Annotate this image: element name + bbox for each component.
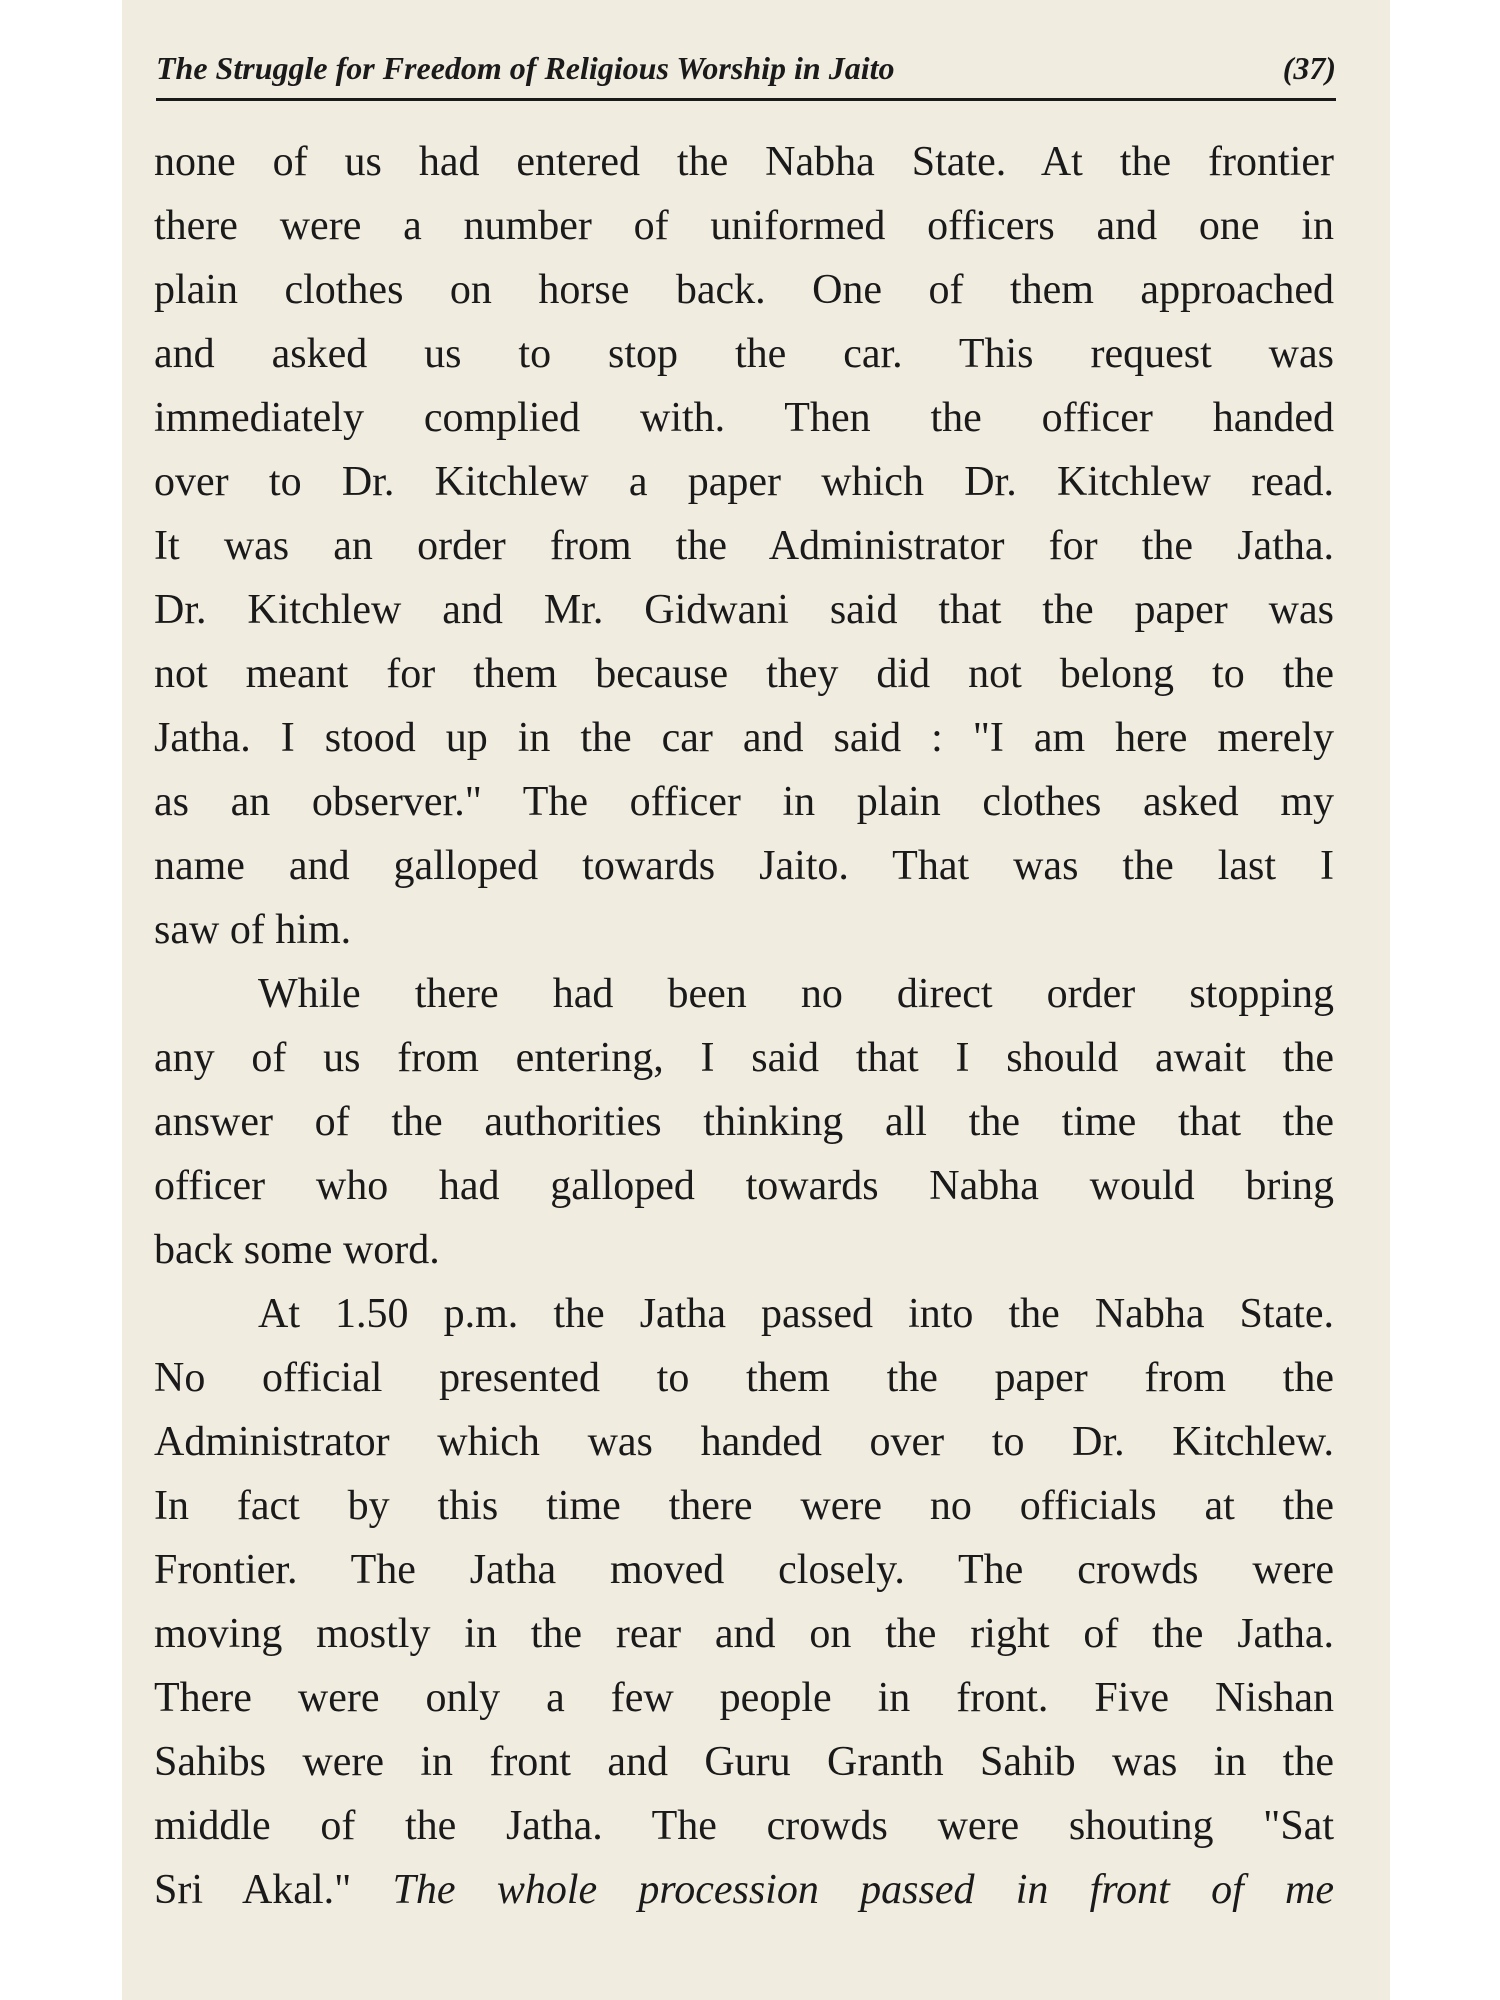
text-segment: Sri Akal." — [154, 1867, 393, 1913]
text-line: none of us had entered the Nabha State. At the frontier — [154, 139, 1334, 185]
text-line: saw of him. — [154, 907, 352, 953]
text-line: middle of the Jatha. The crowds were shouting "Sat — [154, 1803, 1334, 1849]
text-line: Administrator which was handed over to Dr. Kitchlew. — [154, 1419, 1334, 1465]
text-line: immediately complied with. Then the officer handed — [154, 395, 1334, 441]
paragraph-3 — [154, 1282, 1334, 1922]
italic-text-segment: The whole procession passed in front of me — [392, 1867, 1334, 1913]
text-line: Sahibs were in front and Guru Granth Sahib was in the — [154, 1739, 1334, 1785]
text-line: Jatha. I stood up in the car and said : "I am here merely — [154, 715, 1334, 761]
text-line: Dr. Kitchlew and Mr. Gidwani said that the paper was — [154, 587, 1334, 633]
text-line: moving mostly in the rear and on the right of the Jatha. — [154, 1611, 1334, 1657]
running-header — [156, 42, 1336, 101]
paragraph-1 — [154, 130, 1334, 962]
text-line: over to Dr. Kitchlew a paper which Dr. Kitchlew read. — [154, 459, 1334, 505]
page-number: (37) — [1282, 50, 1336, 86]
paragraph-2 — [154, 962, 1334, 1282]
text-line: In fact by this time there were no officials at the — [154, 1483, 1334, 1529]
page-body — [154, 130, 1334, 1922]
text-line: answer of the authorities thinking all the time that the — [154, 1099, 1334, 1145]
text-line: There were only a few people in front. Five Nishan — [154, 1675, 1334, 1721]
text-line: and asked us to stop the car. This request was — [154, 331, 1334, 377]
text-line: While there had been no direct order stopping — [258, 971, 1334, 1017]
text-line: there were a number of uniformed officers and one in — [154, 203, 1334, 249]
text-line-final — [154, 1858, 1334, 1922]
text-line: back some word. — [154, 1227, 440, 1273]
text-line: It was an order from the Administrator for the Jatha. — [154, 523, 1334, 569]
text-line: as an observer." The officer in plain clothes asked my — [154, 779, 1334, 825]
text-line: No official presented to them the paper from the — [154, 1355, 1334, 1401]
text-line: Frontier. The Jatha moved closely. The crowds were — [154, 1547, 1334, 1593]
text-line: officer who had galloped towards Nabha would bring — [154, 1163, 1334, 1209]
text-line: At 1.50 p.m. the Jatha passed into the Nabha State. — [258, 1291, 1334, 1337]
text-line: any of us from entering, I said that I should await the — [154, 1035, 1334, 1081]
text-line: not meant for them because they did not belong to the — [154, 651, 1334, 697]
text-line: plain clothes on horse back. One of them approached — [154, 267, 1334, 313]
text-line: name and galloped towards Jaito. That was the last I — [154, 843, 1334, 889]
chapter-title: The Struggle for Freedom of Religious Worship in Jaito — [156, 50, 895, 86]
